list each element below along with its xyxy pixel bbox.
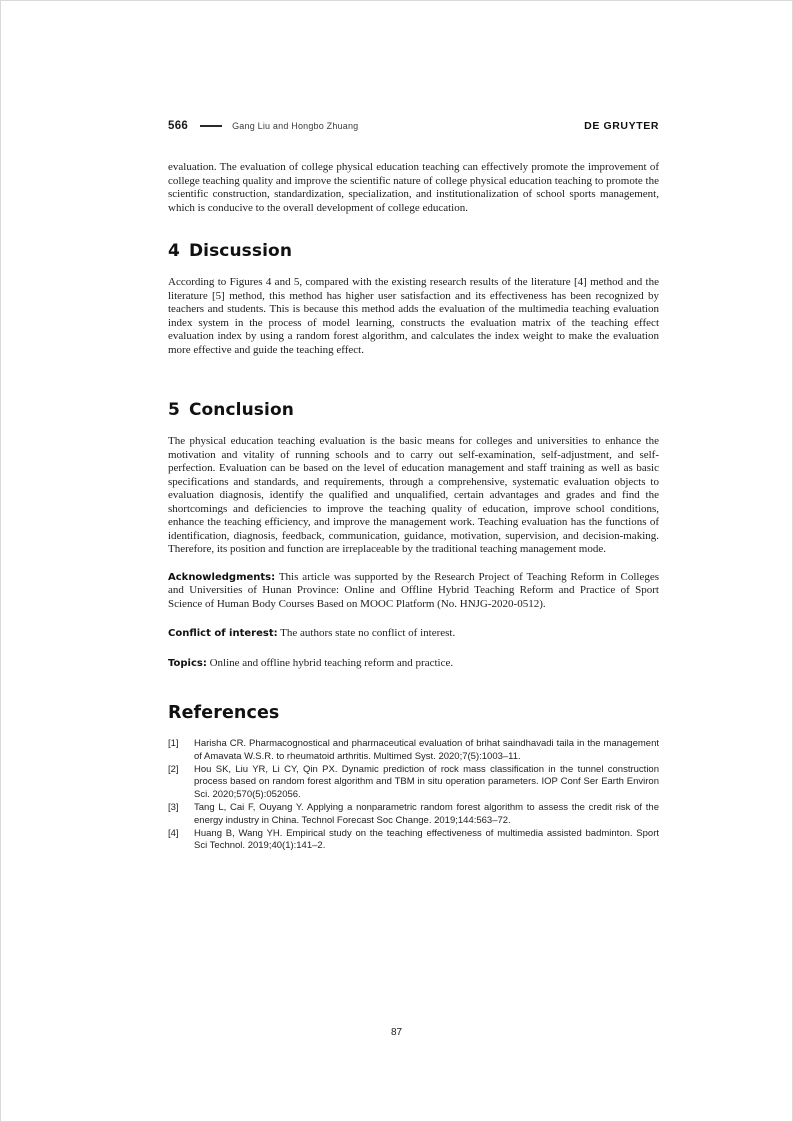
reference-item bbox=[168, 738, 659, 764]
reference-text: Hou SK, Liu YR, Li CY, Qin PX. Dynamic prediction of rock mass classification in the tunnel construction process based on random forest algorithm and TBM in situ operation parameters. IOP Conf Ser Earth Environ Sci. 2020;570(5):052056. bbox=[194, 763, 659, 801]
publisher-logo: DE GRUYTER bbox=[584, 120, 659, 132]
topics-text: Online and offline hybrid teaching reform and practice. bbox=[206, 656, 454, 669]
reference-item bbox=[168, 828, 659, 854]
discussion-paragraph: According to Figures 4 and 5, compared with the existing research results of the literature [4] method and the literature [5] method, this method has higher user satisfaction and its effectiveness has been recognized by teachers and students. This is because this method adds the evaluation of the multimedia teaching evaluation index system in the process of model learning, constructs the evaluation matrix of the teaching effect evaluation index by using a random forest algorithm, and calculates the index weight to make the evaluation more effective and guide the teaching effect. bbox=[168, 276, 659, 356]
reference-text: Tang L, Cai F, Ouyang Y. Applying a nonparametric random forest algorithm to assess the credit risk of the energy industry in China. Technol Forecast Soc Change. 2019;144:563–72. bbox=[194, 801, 659, 826]
reference-number: [1] bbox=[168, 738, 179, 749]
intro-paragraph: evaluation. The evaluation of college physical education teaching can effectively promote the improvement of college teaching quality and improve the scientific nature of college physical education teaching to promote the scientific construction, standardization, specialization, and institutionalization of school sports management, which is conducive to the overall development of college education. bbox=[168, 161, 659, 214]
conflict-of-interest-text: The authors state no conflict of interest. bbox=[277, 627, 456, 639]
topics-note bbox=[168, 657, 659, 671]
reference-item bbox=[168, 764, 659, 802]
reference-text: Huang B, Wang YH. Empirical study on the teaching effectiveness of multimedia assisted badminton. Sport Sci Technol. 2019;40(1):141–2. bbox=[194, 827, 659, 852]
reference-list bbox=[168, 738, 659, 853]
section-heading-conclusion bbox=[168, 400, 659, 420]
header-page-number: 566 bbox=[168, 120, 189, 132]
acknowledgments-text: This article was supported by the Research Project of Teaching Reform in Colleges and Universities of Hunan Province: Online and Offline Hybrid Teaching Reform and Practice of Sport Science of Human Body Courses Based on MOOC Platform (No. HNJG-2020-0512). bbox=[168, 570, 659, 610]
reference-number: [3] bbox=[168, 801, 179, 813]
section-title: Discussion bbox=[188, 241, 293, 261]
topics-label: Topics: bbox=[168, 657, 207, 669]
acknowledgments-label: Acknowledgments: bbox=[168, 571, 276, 583]
reference-number: [4] bbox=[168, 827, 179, 839]
reference-item bbox=[168, 802, 659, 828]
article-content bbox=[168, 119, 659, 853]
reference-number: [2] bbox=[168, 763, 179, 775]
header-rule bbox=[200, 125, 222, 128]
references-heading: References bbox=[168, 703, 280, 723]
header-authors: Gang Liu and Hongbo Zhuang bbox=[232, 121, 359, 131]
section-number: 5 bbox=[168, 400, 180, 420]
running-header bbox=[168, 119, 659, 133]
conflict-of-interest-note bbox=[168, 627, 659, 641]
acknowledgments-note bbox=[168, 571, 659, 612]
conclusion-paragraph: The physical education teaching evaluation is the basic means for colleges and universities to enhance the motivation and vitality of running schools and to carry out self-examination, self-adjustment, and self-perfection. Evaluation can be based on the level of education management and staff training as well as basic specifications and standards, and requirements, through a comprehensive, systematic evaluation objects to evaluation diagnosis, identify the qualified and unqualified, certain advantages and grades and find the shortcomings and deficiencies to improve the teaching quality of education, improve school conditions, enhance the teaching efficiency, and improve the management work. Teaching evaluation has the functions of identification, diagnosis, feedback, communication, guidance, motivation, supervision, and decision-making. Therefore, its position and function are irreplaceable by the traditional teaching management mode. bbox=[168, 435, 659, 555]
footer-page-number: 87 bbox=[390, 1027, 403, 1038]
section-title: Conclusion bbox=[188, 400, 294, 420]
conflict-of-interest-label: Conflict of interest: bbox=[168, 628, 278, 639]
reference-text: Harisha CR. Pharmacognostical and pharmaceutical evaluation of brihat saindhavadi taila in the management of Amavata W.S.R. to rheumatoid arthritis. Multimed Syst. 2020;7(5):1003–11. bbox=[194, 738, 659, 762]
section-number: 4 bbox=[168, 241, 180, 261]
section-heading-discussion bbox=[168, 241, 659, 261]
